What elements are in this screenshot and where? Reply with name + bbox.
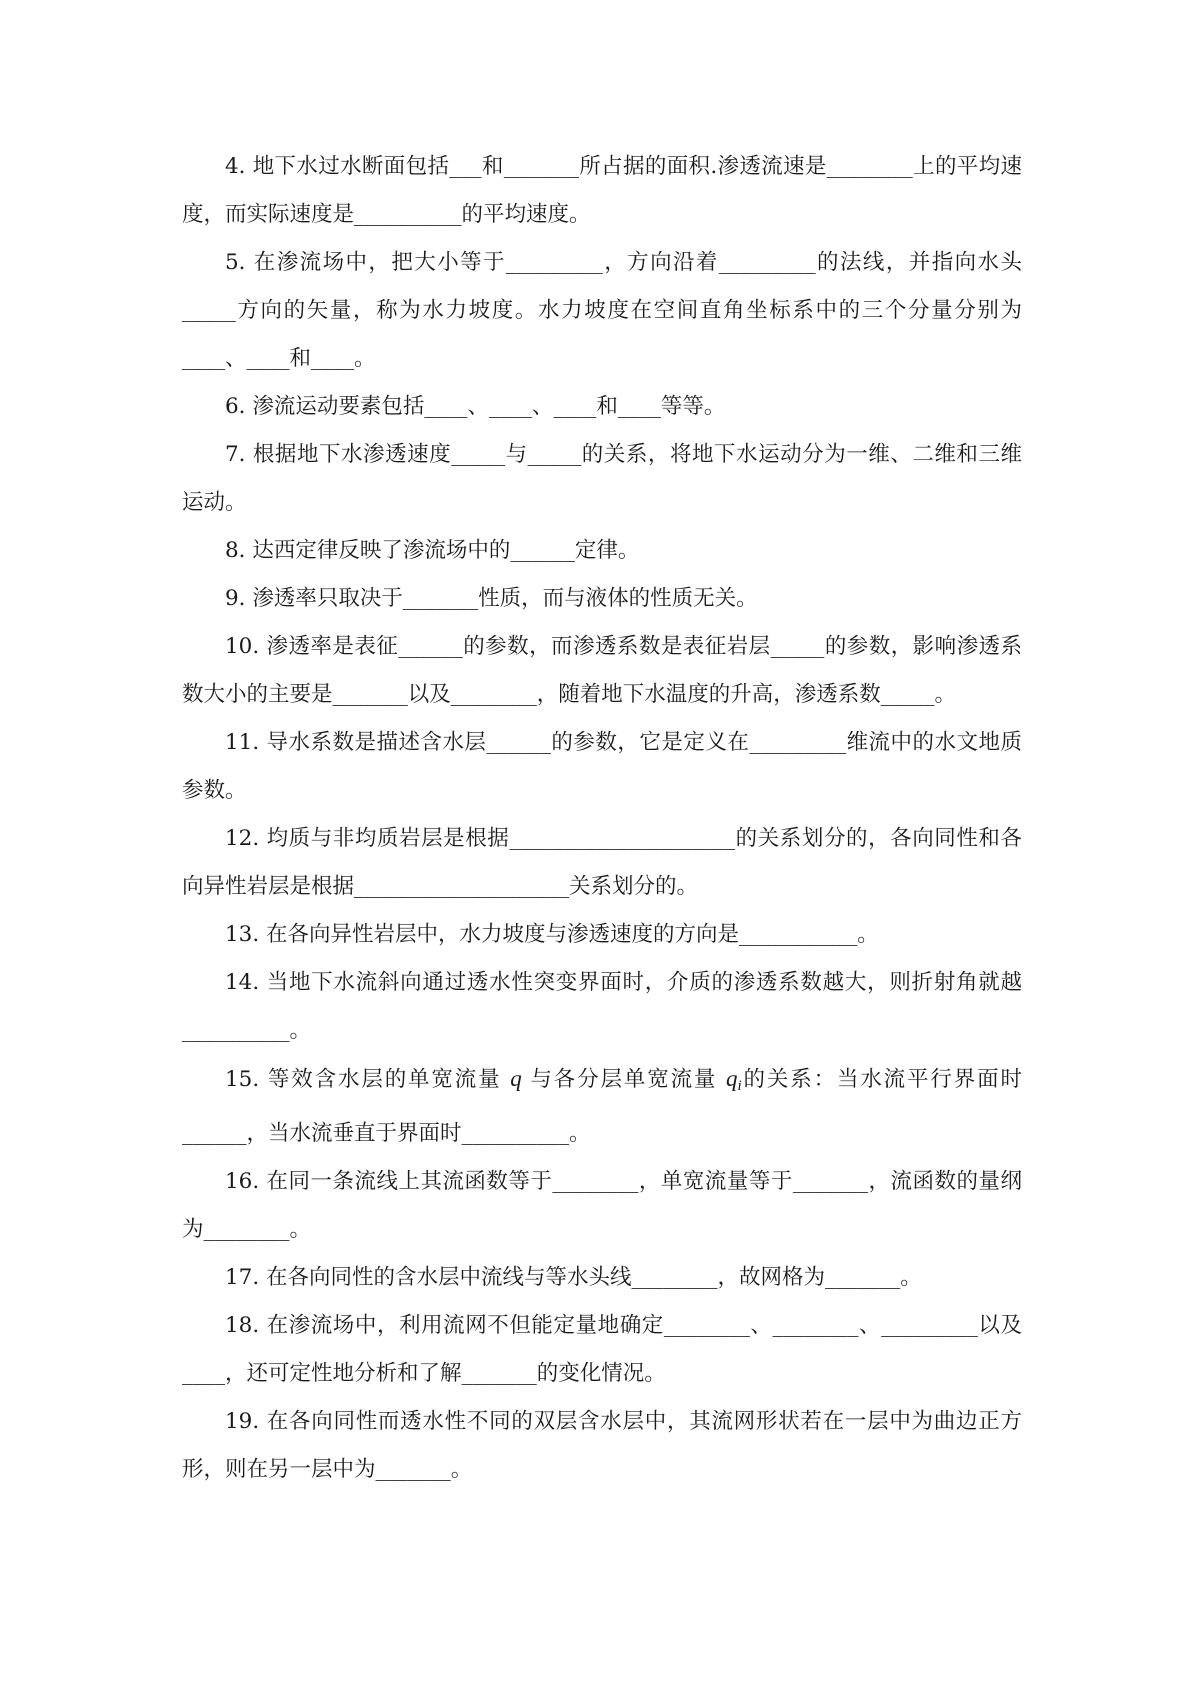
variable-q: q bbox=[510, 1066, 522, 1091]
question-17: 17. 在各向同性的含水层中流线与等水头线________，故网格为_______。 bbox=[225, 1265, 922, 1290]
question-13: 13. 在各向异性岩层中，水力坡度与渗透速度的方向是___________。 bbox=[225, 922, 879, 947]
question-19: 19. 在各向同性而透水性不同的双层含水层中，其流网形状若在一层中为曲边正方形，则在另一层中为_______。 bbox=[182, 1409, 1022, 1482]
variable-subscript-i: i bbox=[737, 1078, 742, 1094]
question-7: 7. 根据地下水渗透速度_____与_____的关系，将地下水运动分为一维、二维和三维运动。 bbox=[182, 442, 1022, 515]
question-15-pre: 15. 等效含水层的单宽流量 bbox=[225, 1067, 511, 1092]
question-9: 9. 渗透率只取决于_______性质，而与液体的性质无关。 bbox=[225, 586, 758, 611]
question-6: 6. 渗流运动要素包括____、____、____和____等等。 bbox=[225, 394, 726, 419]
question-8: 8. 达西定律反映了渗流场中的______定律。 bbox=[225, 538, 640, 563]
document-page bbox=[182, 143, 1022, 1494]
question-10: 10. 渗透率是表征______的参数，而渗透系数是表征岩层_____的参数，影响渗透系数大小的主要是_______以及________，随着地下水温度的升高，渗透系数_____。 bbox=[182, 634, 1022, 707]
question-18: 18. 在渗流场中，利用流网不但能定量地确定________、________、_________以及____，还可定性地分析和了解_______的变化情况。 bbox=[182, 1313, 1022, 1386]
question-16: 16. 在同一条流线上其流函数等于________，单宽流量等于_______，流函数的量纲为________。 bbox=[182, 1169, 1022, 1242]
question-15 bbox=[182, 1055, 1022, 1158]
question-15-mid: 与各分层单宽流量 bbox=[521, 1067, 726, 1092]
question-4: 4. 地下水过水断面包括___和_______所占据的面积.渗透流速是________上的平均速度，而实际速度是__________的平均速度。 bbox=[182, 154, 1022, 227]
question-15-post: 的关系：当水流平行界面时______，当水流垂直于界面时__________。 bbox=[182, 1067, 1022, 1146]
question-5: 5. 在渗流场中，把大小等于_________，方向沿着_________的法线，并指向水头_____方向的矢量，称为水力坡度。水力坡度在空间直角坐标系中的三个分量分别为____、____和____。 bbox=[182, 250, 1022, 371]
question-11: 11. 导水系数是描述含水层______的参数，它是定义在_________维流中的水文地质参数。 bbox=[182, 730, 1022, 803]
variable-qi: q bbox=[725, 1066, 738, 1091]
question-14: 14. 当地下水流斜向通过透水性突变界面时，介质的渗透系数越大，则折射角就越__________。 bbox=[182, 970, 1022, 1043]
question-12: 12. 均质与非均质岩层是根据_____________________的关系划分的，各向同性和各向异性岩层是根据____________________关系划分的。 bbox=[182, 826, 1022, 899]
